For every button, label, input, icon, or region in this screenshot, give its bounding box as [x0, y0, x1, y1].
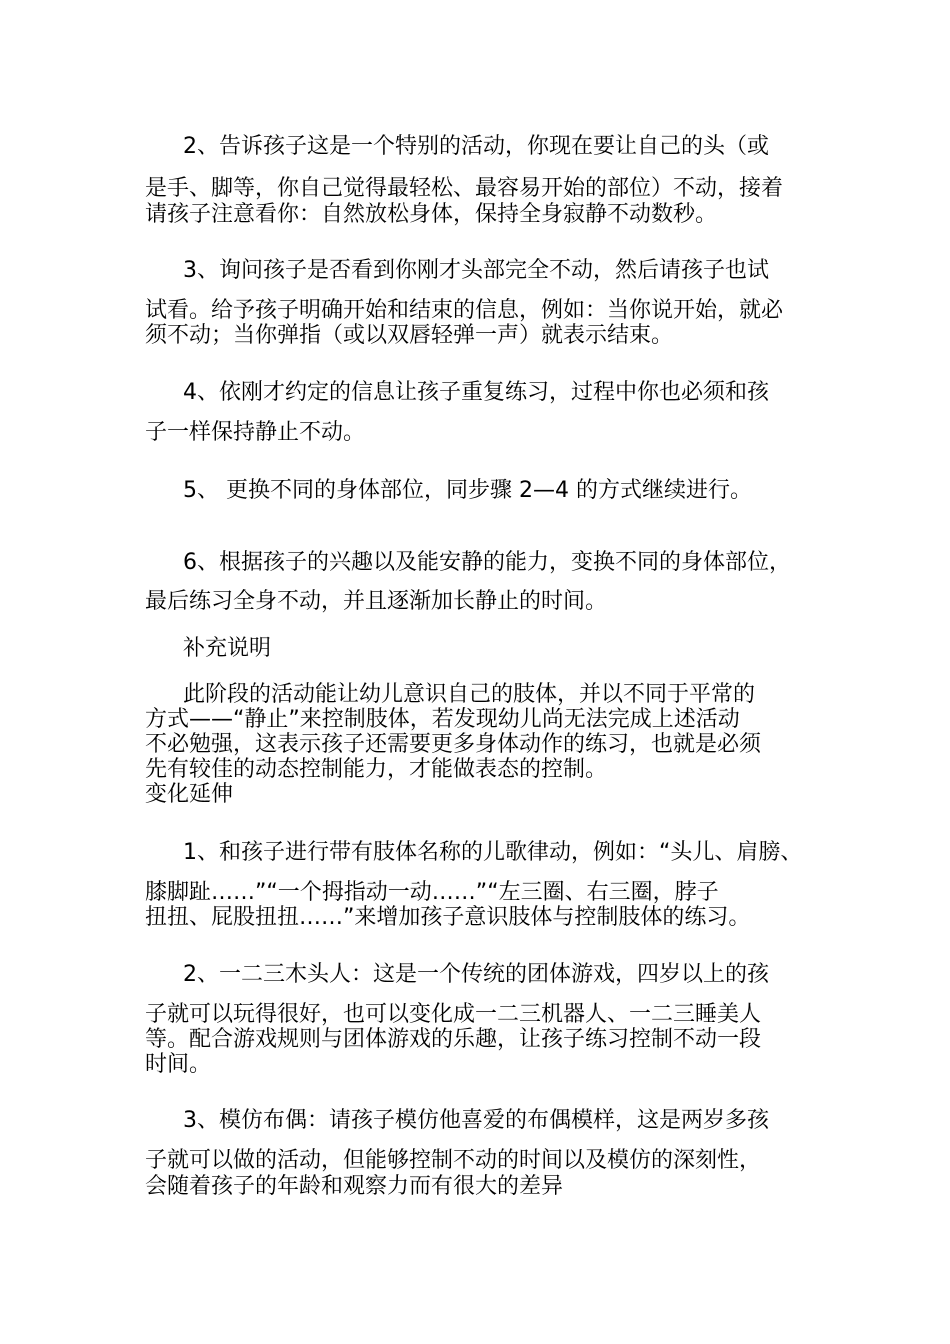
step-5-line-1: 5、 更换不同的身体部位，同步骤 2—4 的方式继续进行。: [183, 478, 752, 503]
step-2-line-1: 2、告诉孩子这是一个特别的活动，你现在要让自己的头（或: [183, 134, 769, 159]
supplement-body-line-1: 此阶段的活动能让幼儿意识自己的肢体，并以不同于平常的: [183, 682, 756, 707]
variation-heading: 变化延伸: [145, 782, 234, 807]
variation-2-line-4: 时间。: [145, 1052, 212, 1077]
step-2-line-3: 请孩子注意看你：自然放松身体，保持全身寂静不动数秒。: [145, 202, 718, 227]
step-3-line-1: 3、询问孩子是否看到你刚才头部完全不动，然后请孩子也试: [183, 258, 769, 283]
step-3-line-3: 须不动；当你弹指（或以双唇轻弹一声）就表示结束。: [145, 323, 674, 348]
step-2-line-2: 是手、脚等，你自己觉得最轻松、最容易开始的部位）不动，接着: [145, 176, 784, 201]
variation-2-line-1: 2、一二三木头人：这是一个传统的团体游戏，四岁以上的孩: [183, 962, 769, 987]
supplement-body-line-4: 先有较佳的动态控制能力，才能做表态的控制。: [145, 757, 608, 782]
variation-1-line-1: 1、和孩子进行带有肢体名称的儿歌律动，例如：“头儿、肩膀、: [183, 840, 803, 865]
step-6-line-2: 最后练习全身不动，并且逐渐加长静止的时间。: [145, 589, 608, 614]
step-6-line-1: 6、根据孩子的兴趣以及能安静的能力，变换不同的身体部位，: [183, 550, 791, 575]
supplement-heading: 补充说明: [183, 636, 272, 661]
variation-3-line-3: 会随着孩子的年龄和观察力而有很大的差异: [145, 1174, 564, 1199]
supplement-body-line-3: 不必勉强，这表示孩子还需要更多身体动作的练习，也就是必须: [145, 732, 762, 757]
step-3-line-2: 试看。给予孩子明确开始和结束的信息，例如：当你说开始，就必: [145, 298, 784, 323]
step-4-line-1: 4、依刚才约定的信息让孩子重复练习，过程中你也必须和孩: [183, 380, 769, 405]
variation-3-line-1: 3、模仿布偶：请孩子模仿他喜爱的布偶模样，这是两岁多孩: [183, 1108, 769, 1133]
variation-1-line-3: 扭扭、屁股扭扭……”来增加孩子意识肢体与控制肢体的练习。: [145, 905, 751, 930]
supplement-body-line-2: 方式——“静止”来控制肢体，若发现幼儿尚无法完成上述活动: [145, 707, 740, 732]
variation-3-line-2: 子就可以做的活动，但能够控制不动的时间以及模仿的深刻性，: [145, 1148, 762, 1173]
variation-1-line-2: 膝脚趾……”“一个拇指动一动……”“左三圈、右三圈，脖子: [145, 880, 719, 905]
step-4-line-2: 子一样保持静止不动。: [145, 420, 366, 445]
variation-2-line-2: 子就可以玩得很好，也可以变化成一二三机器人、一二三睡美人: [145, 1002, 762, 1027]
variation-2-line-3: 等。配合游戏规则与团体游戏的乐趣，让孩子练习控制不动一段: [145, 1027, 762, 1052]
